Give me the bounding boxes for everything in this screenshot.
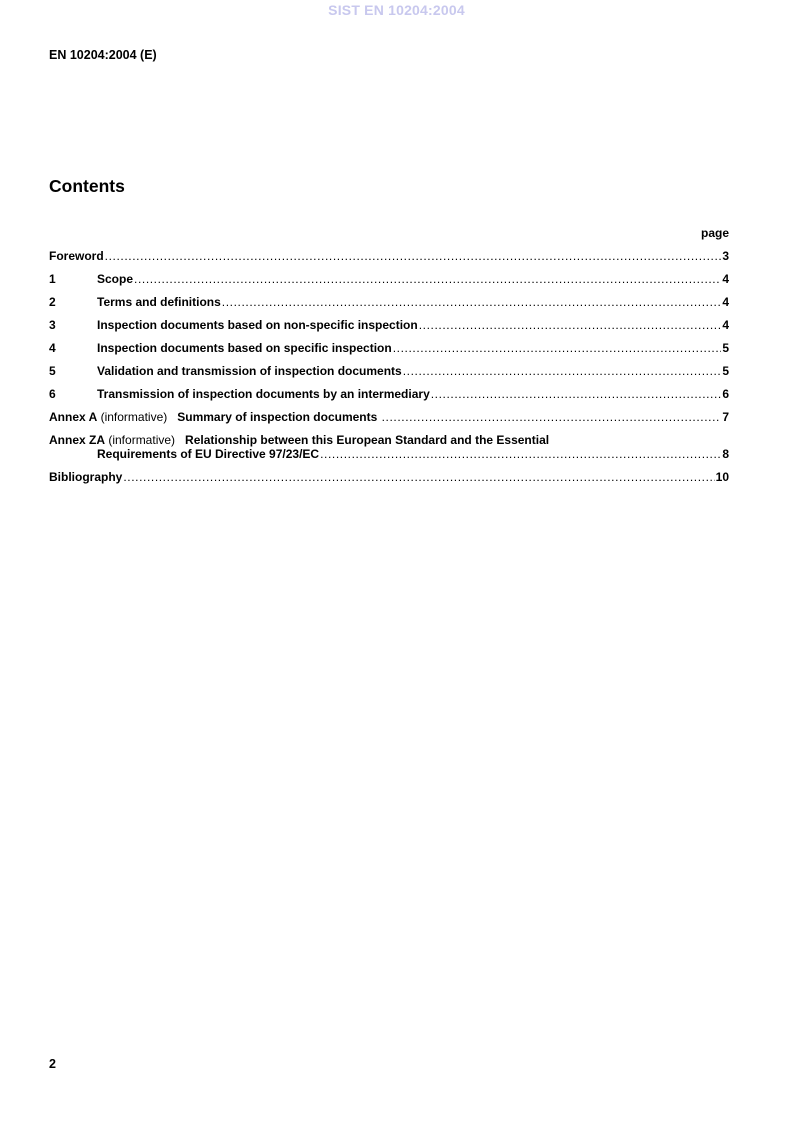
toc-entry-page: 4 <box>722 272 729 286</box>
toc-entry-number: 4 <box>49 341 56 355</box>
toc-entry-number: 3 <box>49 318 56 332</box>
toc-entry-title-line2: Requirements of EU Directive 97/23/EC <box>97 447 320 461</box>
dot-leader <box>419 318 722 332</box>
toc-entry-title: Validation and transmission of inspection documents <box>97 364 402 378</box>
annex-prefix <box>49 410 167 424</box>
dot-leader <box>431 387 722 401</box>
toc-entry-page: 3 <box>722 249 729 263</box>
toc-entry-annex-a[interactable] <box>49 410 729 424</box>
toc-entry-validation-transmission[interactable] <box>49 364 729 378</box>
document-id: EN 10204:2004 (E) <box>49 48 157 62</box>
table-of-contents <box>49 249 729 493</box>
dot-leader <box>320 447 721 461</box>
toc-entry-page: 4 <box>722 318 729 332</box>
toc-entry-bibliography[interactable] <box>49 470 729 484</box>
toc-entry-number: 2 <box>49 295 56 309</box>
page-number: 2 <box>49 1057 56 1071</box>
annex-za-line2 <box>49 447 729 461</box>
toc-entry-page: 5 <box>722 341 729 355</box>
toc-entry-title: Scope <box>97 272 134 286</box>
toc-entry-terms-definitions[interactable] <box>49 295 729 309</box>
dot-leader <box>134 272 721 286</box>
dot-leader <box>382 410 722 424</box>
dot-leader <box>403 364 722 378</box>
page-column-label: page <box>700 226 729 240</box>
annex-type: (informative) <box>97 410 168 424</box>
watermark: SIST EN 10204:2004 <box>328 2 465 18</box>
annex-label: Annex ZA <box>49 433 106 447</box>
toc-entry-annex-za[interactable] <box>49 433 729 461</box>
toc-entry-intermediary[interactable] <box>49 387 729 401</box>
toc-entry-page: 8 <box>722 447 729 461</box>
toc-entry-title: Inspection documents based on specific inspection <box>97 341 392 355</box>
toc-entry-title: Transmission of inspection documents by an intermediary <box>97 387 430 401</box>
dot-leader <box>123 470 714 484</box>
dot-leader <box>393 341 722 355</box>
toc-entry-page: 10 <box>715 470 729 484</box>
toc-entry-foreword[interactable] <box>49 249 729 263</box>
annex-label: Annex A <box>49 410 98 424</box>
dot-leader <box>105 249 722 263</box>
contents-heading: Contents <box>49 176 125 196</box>
toc-entry-page: 6 <box>722 387 729 401</box>
toc-entry-title: Foreword <box>49 249 104 263</box>
toc-entry-scope[interactable] <box>49 272 729 286</box>
toc-entry-number: 5 <box>49 364 56 378</box>
toc-entry-title-line1: Relationship between this European Standard and the Essential <box>175 433 550 447</box>
toc-entry-title: Bibliography <box>49 470 123 484</box>
toc-entry-title: Terms and definitions <box>97 295 221 309</box>
toc-entry-non-specific-inspection[interactable] <box>49 318 729 332</box>
toc-entry-number: 6 <box>49 387 56 401</box>
toc-entry-page: 4 <box>722 295 729 309</box>
annex-za-line1 <box>49 433 729 447</box>
toc-entry-title: Inspection documents based on non-specific inspection <box>97 318 418 332</box>
annex-type: (informative) <box>105 433 176 447</box>
toc-entry-page: 5 <box>722 364 729 378</box>
toc-entry-number: 1 <box>49 272 56 286</box>
toc-entry-page: 7 <box>722 410 729 424</box>
dot-leader <box>222 295 722 309</box>
toc-entry-specific-inspection[interactable] <box>49 341 729 355</box>
toc-entry-title: Summary of inspection documents <box>167 410 381 424</box>
